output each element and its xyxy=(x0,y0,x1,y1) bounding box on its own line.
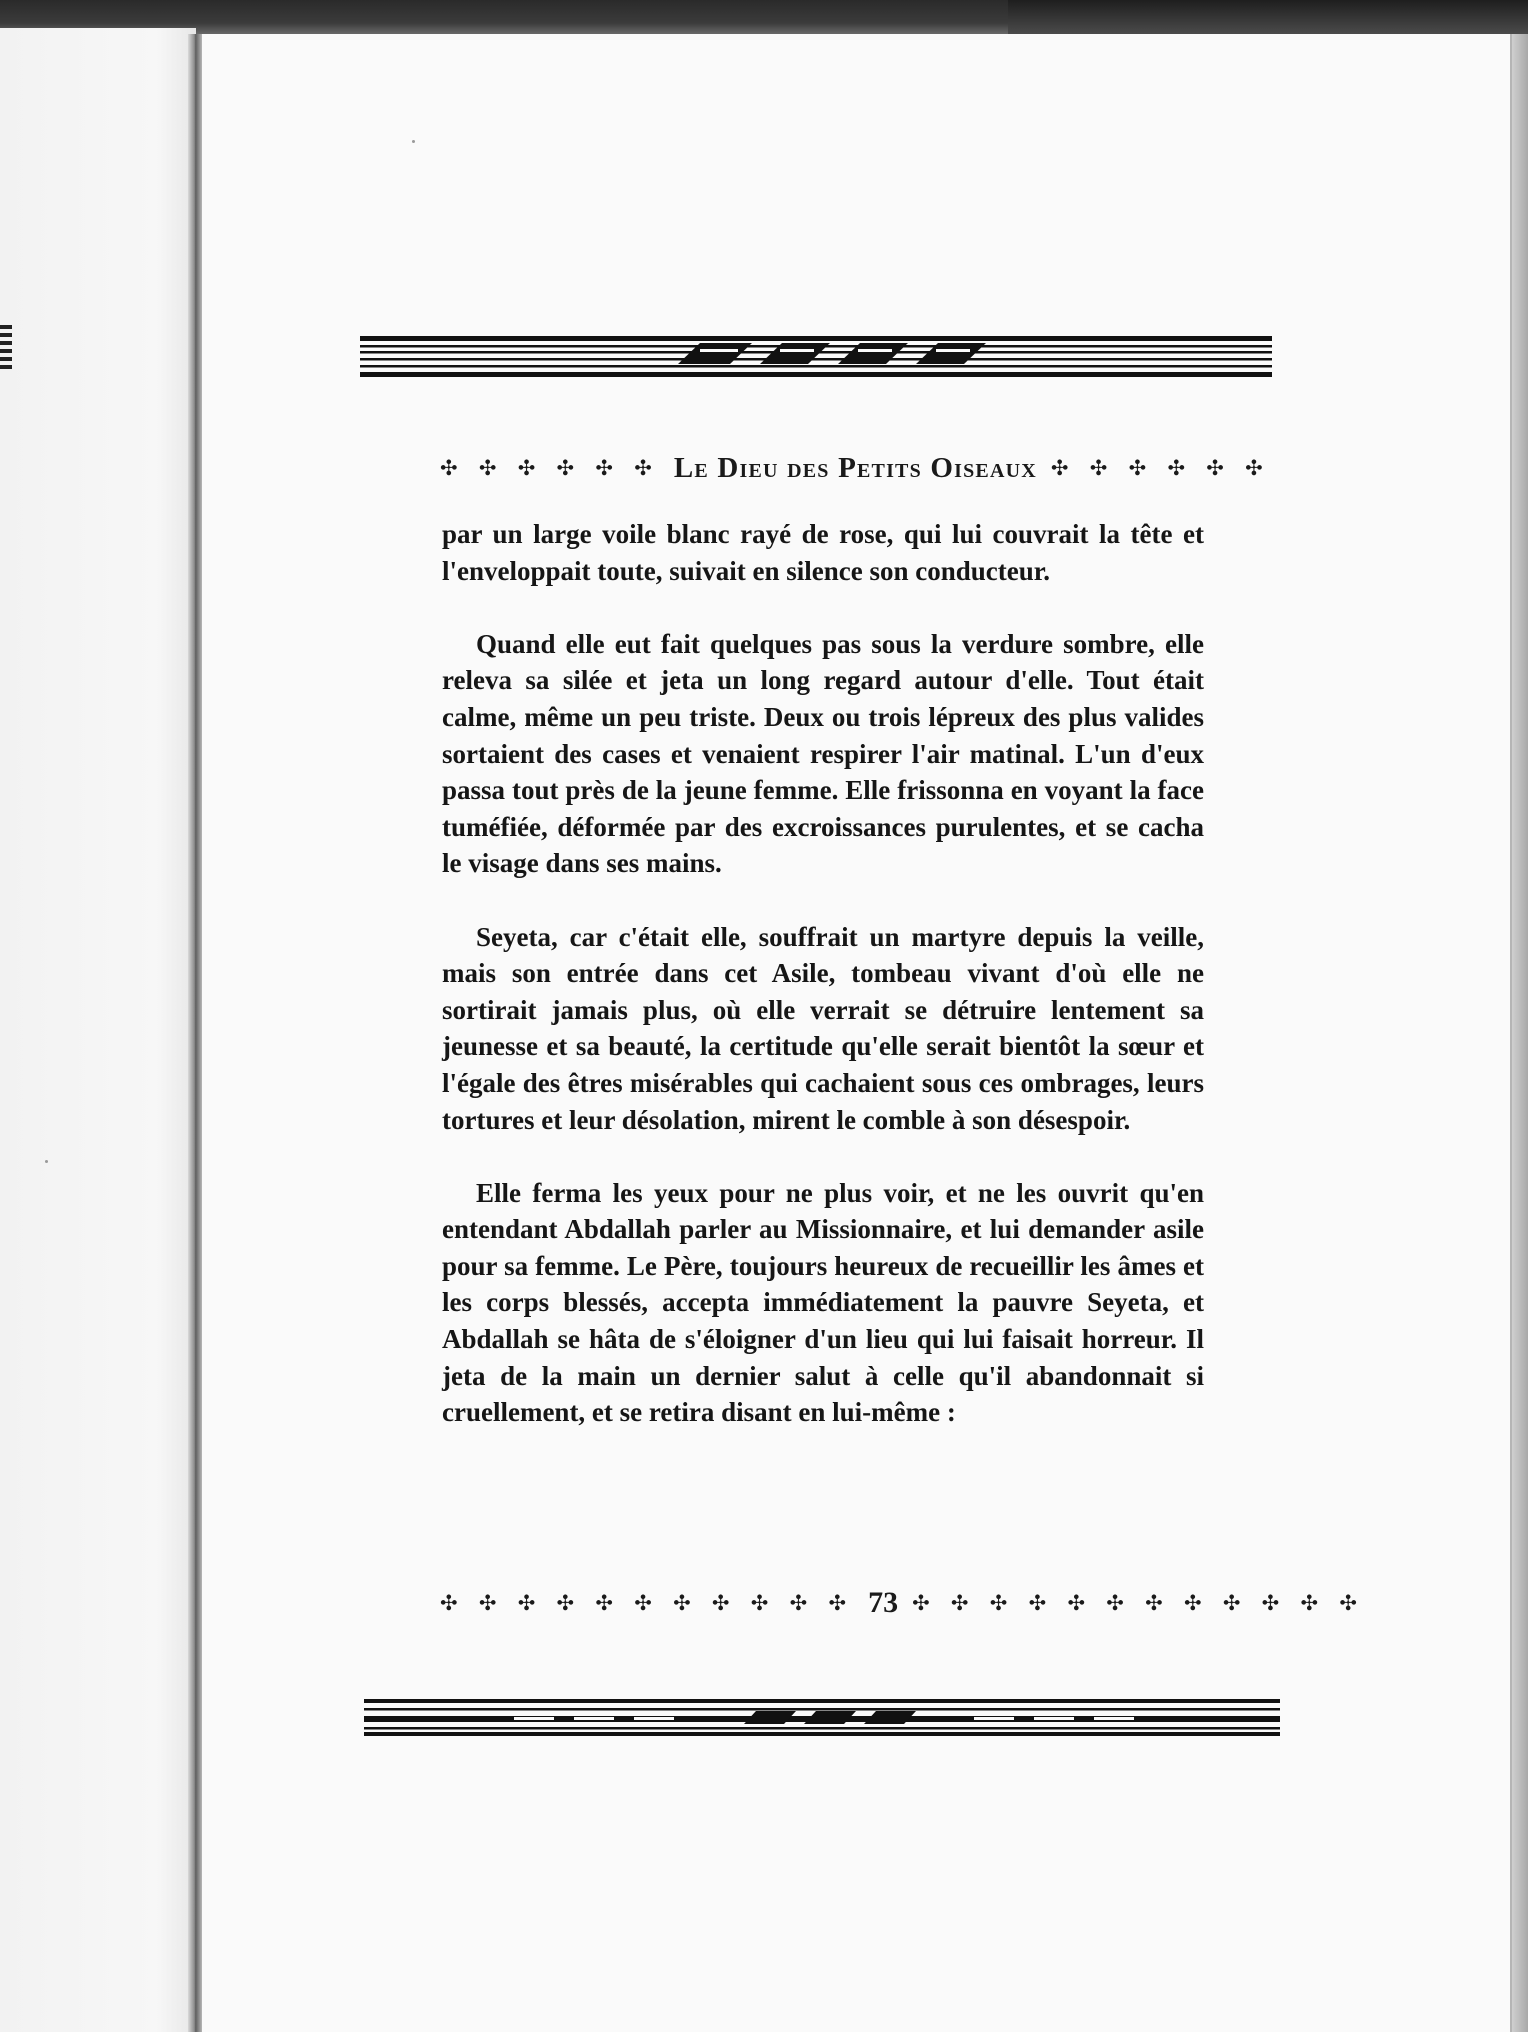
page-folio xyxy=(440,1583,1365,1623)
facing-page xyxy=(0,28,196,2032)
paragraph: par un large voile blanc rayé de rose, qui lui couvrait la tête et l'enveloppait toute, suivait en silence son conducteur. xyxy=(442,519,1204,586)
book-gutter xyxy=(188,34,202,2032)
running-head xyxy=(440,448,1271,488)
paragraph: Elle ferma les yeux pour ne plus voir, et ne les ouvrit qu'en entendant Abdallah parler au Missionnaire, et lui demander asile pour sa femme. Le Père, toujours heureux de recueillir les âmes et les corps blessés, accepta immédiatement la pauvre Seyeta, et Abdallah se hâta de s'éloigner d'un lieu qui lui faisait horreur. Il jeta de la main un dernier salut à celle qu'il abandonnait si cruellement, et se retira disant en lui-même : xyxy=(442,1177,1204,1428)
paragraph: Seyeta, car c'était elle, souffrait un martyre depuis la veille, mais son entrée dans cet Asile, tombeau vivant d'où elle ne sortirait jamais plus, où elle verrait se détruire lentement sa jeunesse et sa beauté, la certitude qu'elle serait bientôt la sœur et l'égale des êtres misérables qui cachaient sous ces ombrages, leurs tortures et leur désolation, mirent le comble à son désespoir. xyxy=(442,921,1204,1135)
folio-ornament-left: ✣ ✣ ✣ ✣ ✣ ✣ ✣ ✣ ✣ ✣ ✣ xyxy=(440,1590,855,1615)
ornament-left: ✣ ✣ ✣ ✣ ✣ ✣ xyxy=(440,455,660,480)
facing-page-print-marks xyxy=(0,325,12,373)
paragraph: Quand elle eut fait quelques pas sous la verdure sombre, elle releva sa silée et jeta un long regard autour d'elle. Tout était calme, même un peu triste. Deux ou trois lépreux des plus valides sortaient des cases et venaient respirer l'air matinal. L'un d'eux passa tout près de la jeune femme. Elle frissonna en voyant la face tuméfiée, déformée par des excroissances purulentes, et se cacha le visage dans ses mains. xyxy=(442,628,1204,879)
page-number: 73 xyxy=(868,1586,899,1619)
book-title: Le Dieu des Petits Oiseaux xyxy=(673,451,1037,484)
top-rule-ornament xyxy=(360,334,1272,380)
paper-speck xyxy=(45,1160,48,1163)
bottom-decorative-rule xyxy=(364,1697,1280,1743)
page-edge-shadow xyxy=(1512,34,1528,2032)
ornament-right: ✣ ✣ ✣ ✣ ✣ ✣ xyxy=(1050,455,1271,480)
body-text xyxy=(442,516,1204,1467)
paper-speck xyxy=(412,140,415,143)
bottom-rule-ornament xyxy=(364,1697,1280,1737)
folio-ornament-right: ✣ ✣ ✣ ✣ ✣ ✣ ✣ ✣ ✣ ✣ ✣ ✣ xyxy=(912,1590,1365,1615)
top-decorative-rule xyxy=(360,334,1272,380)
